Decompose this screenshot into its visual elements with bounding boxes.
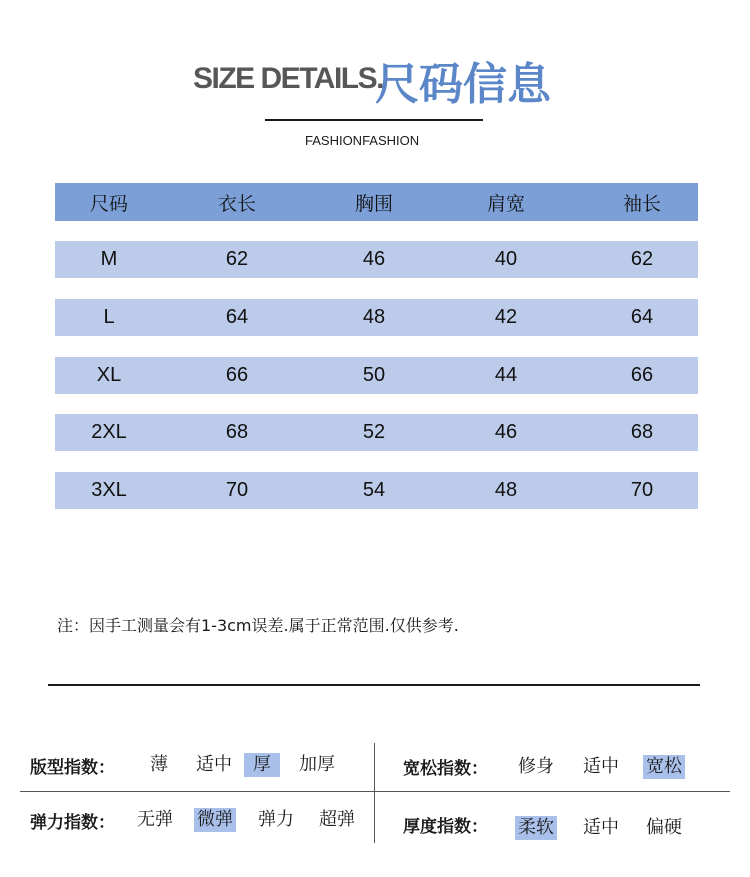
column-header: 衣长 [217,192,256,215]
thickness-option-selected: 柔软 [515,816,557,840]
indices-horizontal-divider [20,791,730,792]
length-cell: 66 [225,364,249,386]
chest-cell: 54 [362,479,386,501]
title-english: SIZE DETAILS. [193,62,383,95]
size-cell: 3XL [91,479,127,501]
title-underline [265,119,483,121]
chest-cell: 48 [362,306,386,328]
loose-option: 适中 [583,756,619,777]
length-cell: 70 [225,479,249,501]
chest-cell: 46 [362,248,386,270]
fit-option: 加厚 [299,754,335,775]
fit-option: 薄 [150,754,168,775]
shoulder-cell: 44 [494,364,518,386]
table-header-row [55,183,698,221]
thickness-index-label: 厚度指数： [403,817,488,837]
column-header: 尺码 [89,192,128,215]
stretch-option: 无弹 [137,809,173,830]
sleeve-cell: 66 [630,364,654,386]
length-cell: 62 [225,248,249,270]
loose-option-selected: 宽松 [643,755,685,779]
measurement-note: 注：因手工测量会有1-3cm误差.属于正常范围.仅供参考. [57,616,459,635]
table-row [55,472,698,509]
stretch-option: 超弹 [319,809,355,830]
table-row [55,414,698,451]
table-row [55,241,698,278]
loose-option: 修身 [518,756,554,777]
stretch-option-selected: 微弹 [194,808,236,832]
length-cell: 68 [225,421,249,443]
indices-vertical-divider [374,743,375,843]
sleeve-cell: 62 [630,248,654,270]
size-cell: XL [96,364,122,386]
shoulder-cell: 46 [494,421,518,443]
fit-index-label: 版型指数： [30,758,115,778]
size-cell: L [103,306,115,328]
shoulder-cell: 48 [494,479,518,501]
subtitle: FASHIONFASHION [305,133,420,148]
length-cell: 64 [225,306,249,328]
column-header: 胸围 [354,192,393,215]
shoulder-cell: 40 [494,248,518,270]
column-header: 肩宽 [486,192,525,215]
stretch-index-label: 弹力指数： [30,813,115,833]
table-row [55,299,698,336]
stretch-option: 弹力 [258,809,294,830]
thickness-option: 偏硬 [646,817,682,838]
table-row [55,357,698,394]
shoulder-cell: 42 [494,306,518,328]
thickness-option: 适中 [583,817,619,838]
chest-cell: 50 [362,364,386,386]
loose-index-label: 宽松指数： [403,759,488,779]
sleeve-cell: 68 [630,421,654,443]
sleeve-cell: 64 [630,306,654,328]
chest-cell: 52 [362,421,386,443]
size-cell: 2XL [91,421,127,443]
sleeve-cell: 70 [630,479,654,501]
size-cell: M [100,248,118,270]
fit-option: 适中 [196,754,232,775]
section-divider [48,684,700,686]
title-chinese: 尺码信息 [375,59,551,110]
fit-option-selected: 厚 [244,753,280,777]
column-header: 袖长 [622,192,661,215]
